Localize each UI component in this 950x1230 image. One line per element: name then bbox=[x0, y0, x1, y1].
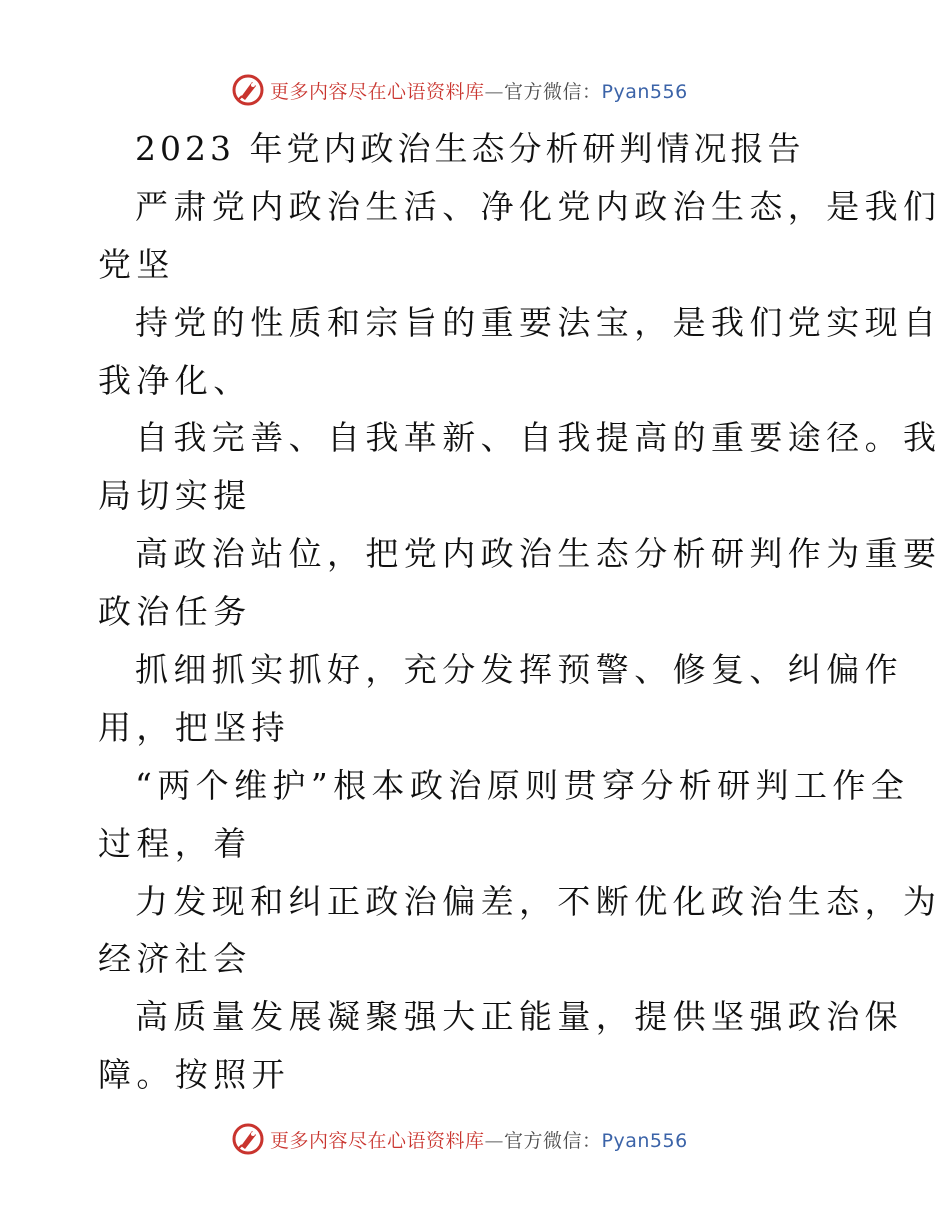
paragraph-line: 我净化、 bbox=[98, 360, 252, 400]
banner-wechat-label: 官方微信： bbox=[504, 1129, 602, 1152]
paragraph-line: 持党的性质和宗旨的重要法宝，是我们党实现自 bbox=[135, 302, 942, 342]
document-body bbox=[98, 120, 942, 1104]
paragraph-line: 高质量发展凝聚强大正能量，提供坚强政治保 bbox=[135, 997, 903, 1037]
paragraph-line: 高政治站位，把党内政治生态分析研判作为重要 bbox=[135, 534, 942, 574]
banner-dash: — bbox=[484, 1129, 505, 1152]
pen-logo-icon bbox=[232, 74, 264, 106]
banner-wechat-id: Pyan556 bbox=[601, 1129, 688, 1152]
paragraph-line: 障。按照开 bbox=[98, 1055, 290, 1095]
banner-wechat-label: 官方微信： bbox=[504, 80, 602, 103]
paragraph-line: 用，把坚持 bbox=[98, 707, 290, 747]
paragraph-line: 力发现和纠正政治偏差，不断优化政治生态，为 bbox=[135, 881, 942, 921]
paragraph-line: 政治任务 bbox=[98, 592, 252, 632]
footer-watermark-banner bbox=[232, 1122, 688, 1156]
banner-dash: — bbox=[484, 80, 505, 103]
banner-site-name: 更多内容尽在心语资料库 bbox=[270, 80, 485, 103]
paragraph-line: 自我完善、自我革新、自我提高的重要途径。我 bbox=[135, 418, 942, 458]
document-title: 2023 年党内政治生态分析研判情况报告 bbox=[135, 129, 805, 168]
banner-wechat-id: Pyan556 bbox=[601, 80, 688, 103]
paragraph-line: 过程，着 bbox=[98, 823, 252, 863]
header-watermark-banner bbox=[232, 73, 688, 107]
paragraph-line: 抓细抓实抓好，充分发挥预警、修复、纠偏作 bbox=[135, 650, 903, 690]
paragraph-line: 经济社会 bbox=[98, 939, 252, 979]
paragraph-line: “两个维护”根本政治原则贯穿分析研判工作全 bbox=[135, 765, 910, 805]
paragraph-line: 局切实提 bbox=[98, 476, 252, 516]
paragraph-line: 党坚 bbox=[98, 244, 175, 284]
pen-logo-icon bbox=[232, 1123, 264, 1155]
banner-site-name: 更多内容尽在心语资料库 bbox=[270, 1129, 485, 1152]
paragraph-line: 严肃党内政治生活、净化党内政治生态，是我们 bbox=[135, 186, 942, 226]
